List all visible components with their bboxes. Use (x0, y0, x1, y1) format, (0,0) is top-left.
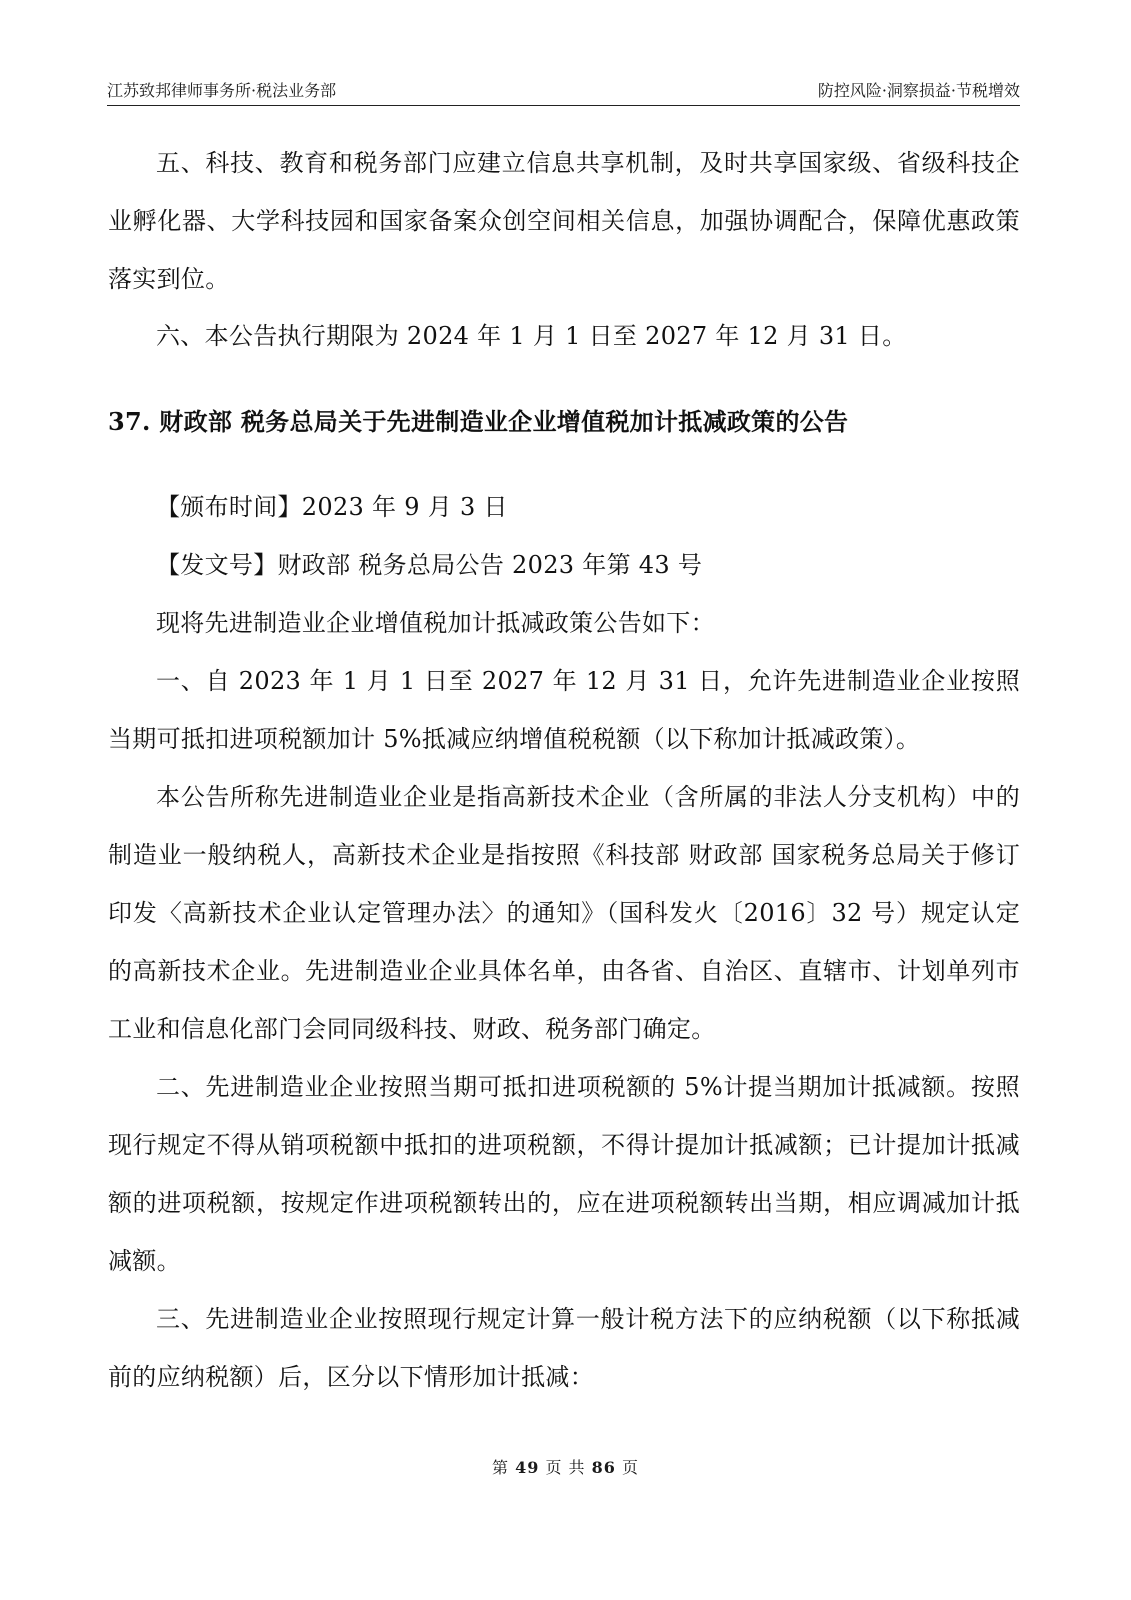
paragraph-item-1: 一、自 2023 年 1 月 1 日至 2027 年 12 月 31 日，允许先进制造业企业按照当期可抵扣进项税额加计 5%抵减应纳增值税税额（以下称加计抵减政策）。 (108, 667, 1020, 753)
section-block-2 (108, 478, 1020, 1406)
page-header (107, 78, 1020, 104)
paragraph-item-2: 二、先进制造业企业按照当期可抵扣进项税额的 5%计提当期加计抵减额。按照现行规定不得从销项税额中抵扣的进项税额，不得计提加计抵减额；已计提加计抵减额的进项税额，按规定作进项税额转出的，应在进项税额转出当期，相应调减加计抵减额。 (108, 1073, 1020, 1275)
header-slogan: 防控风险·洞察损益·节税增效 (817, 81, 1020, 100)
section-heading-37: 37. 财政部 税务总局关于先进制造业企业增值税加计抵减政策的公告 (108, 407, 849, 436)
paragraph-item-6: 六、本公告执行期限为 2024 年 1 月 1 日至 2027 年 12 月 31 日。 (156, 322, 907, 350)
paragraph-item-1-note: 本公告所称先进制造业企业是指高新技术企业（含所属的非法人分支机构）中的制造业一般纳税人，高新技术企业是指按照《科技部 财政部 国家税务总局关于修订印发〈高新技术企业认定管理办法〉的通知》（国科发火〔2016〕32 号）规定认定的高新技术企业。先进制造业企业具体名单，由各省、自治区、直辖市、计划单列市工业和信息化部门会同同级科技、财政、税务部门确定。 (108, 783, 1020, 1043)
header-divider (107, 105, 1020, 106)
footer-current-page: 49 (515, 1458, 540, 1477)
intro-paragraph: 现将先进制造业企业增值税加计抵减政策公告如下： (156, 609, 715, 637)
footer-suffix: 页 (622, 1458, 640, 1477)
page-footer (0, 1456, 1131, 1480)
footer-total-pages: 86 (591, 1458, 616, 1477)
footer-middle: 页 共 (545, 1458, 586, 1477)
paragraph-item-3: 三、先进制造业企业按照现行规定计算一般计税方法下的应纳税额（以下称抵减前的应纳税额）后，区分以下情形加计抵减： (108, 1305, 1020, 1391)
header-firm-name: 江苏致邦律师事务所·税法业务部 (107, 81, 337, 100)
document-number-line: 【发文号】财政部 税务总局公告 2023 年第 43 号 (156, 551, 703, 579)
paragraph-item-5: 五、科技、教育和税务部门应建立信息共享机制，及时共享国家级、省级科技企业孵化器、大学科技园和国家备案众创空间相关信息，加强协调配合，保障优惠政策落实到位。 (108, 149, 1020, 293)
section-block-1 (108, 134, 1020, 365)
footer-prefix: 第 (491, 1458, 509, 1477)
issue-date-line: 【颁布时间】2023 年 9 月 3 日 (156, 493, 508, 521)
